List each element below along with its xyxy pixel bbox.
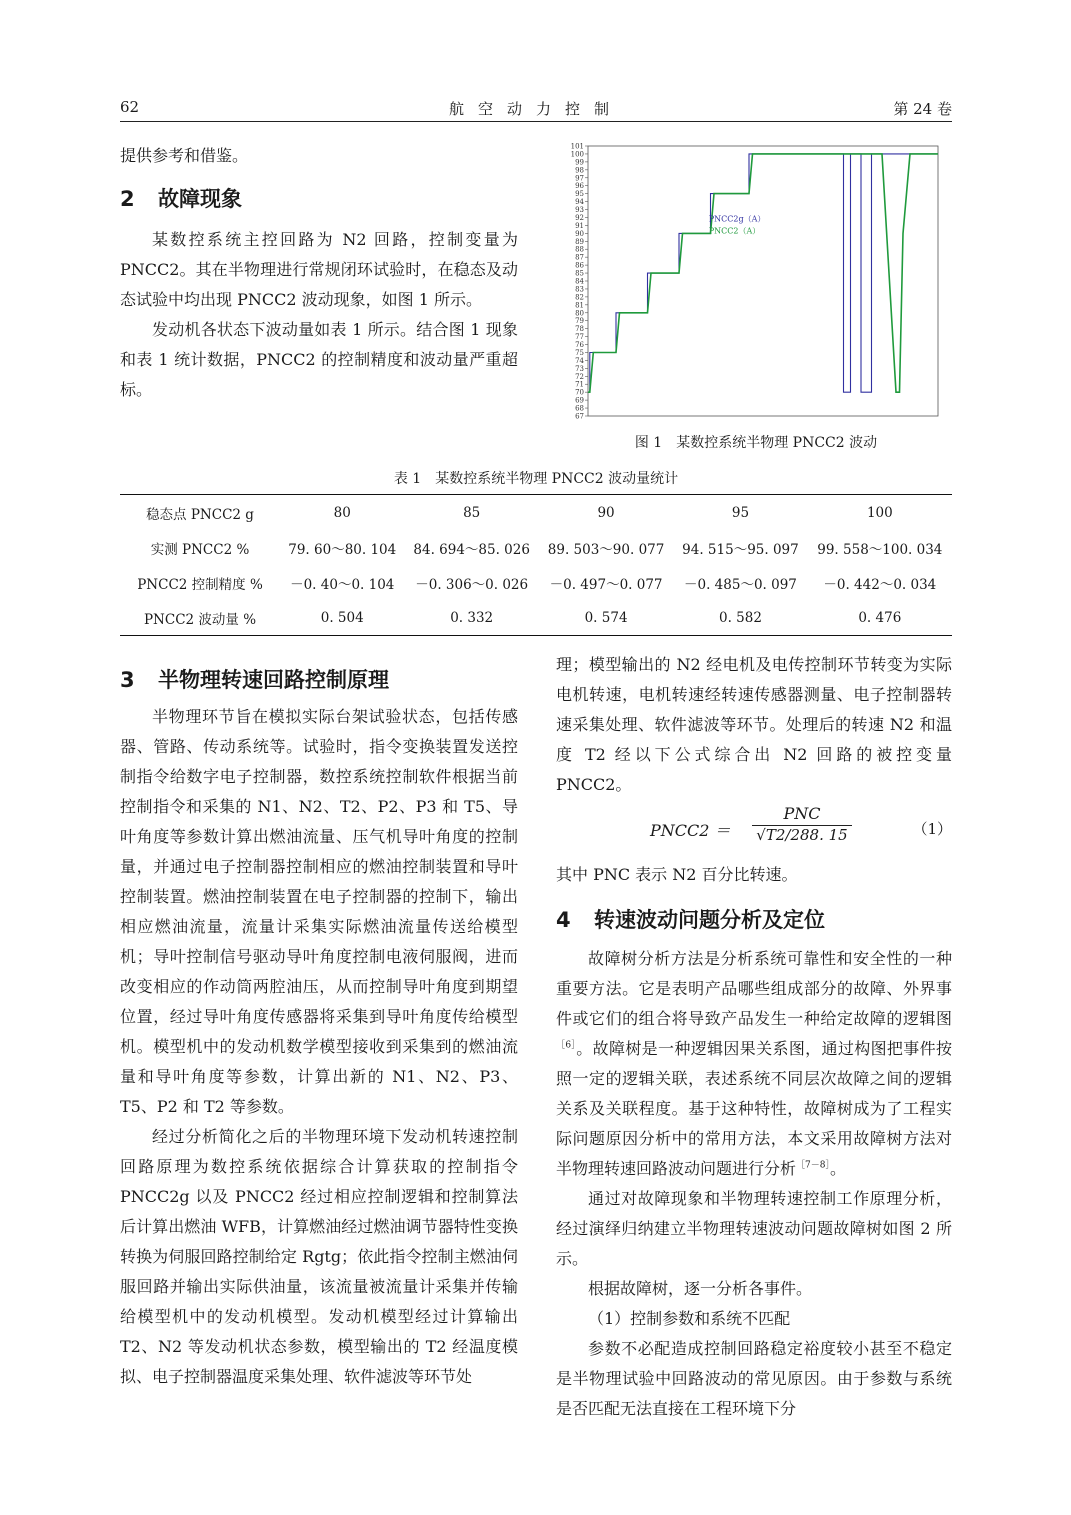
table-cell: 0. 574 [539, 600, 673, 636]
y-tick-label: 68 [575, 404, 584, 413]
table-cell: 89. 503～90. 077 [547, 541, 665, 558]
line-chart [566, 142, 946, 424]
journal-title: 航空动力控制 [448, 100, 623, 118]
section-title: 故障现象 [158, 187, 242, 211]
figure-1-chart [566, 142, 946, 424]
table-cell: 94. 515～95. 097 [682, 541, 799, 558]
y-tick-label: 82 [575, 293, 584, 302]
table-row [120, 495, 952, 531]
fraction [752, 804, 852, 844]
left-bottom-column [120, 664, 518, 1392]
left-top-column [120, 141, 518, 405]
y-tick-label: 86 [575, 261, 584, 270]
y-tick-label: 99 [575, 158, 584, 167]
row-header-cell: PNCC2 控制精度 % [137, 576, 263, 593]
section-number: 3 [120, 668, 135, 692]
section-title: 转速波动问题分析及定位 [594, 908, 825, 932]
right-column [556, 650, 952, 1424]
y-tick-label: 87 [575, 253, 584, 262]
table-cell: 0. 504 [280, 600, 404, 636]
y-tick-label: 84 [575, 277, 584, 286]
y-tick-label: 101 [570, 142, 584, 151]
table-cell: 85 [404, 495, 538, 531]
paragraph [556, 944, 952, 1184]
table-cell: 0. 476 [808, 600, 952, 636]
table-cell: 95 [673, 495, 807, 531]
intro-tail: 提供参考和借鉴。 [120, 146, 249, 165]
table-cell: 100 [808, 495, 952, 531]
y-tick-label: 85 [575, 269, 584, 278]
denominator: √T2/288. 15 [756, 826, 848, 844]
page-number: 62 [120, 98, 140, 116]
y-tick-label: 75 [575, 348, 584, 357]
y-tick-label: 77 [575, 333, 584, 342]
table-cell: 84. 694～85. 026 [413, 541, 530, 558]
citation: ［7－8］ [796, 1160, 830, 1171]
table-cell: 80 [280, 495, 404, 531]
data-table [120, 494, 952, 636]
table-cell: －0. 497～0. 077 [549, 576, 663, 593]
row-header-cell: 稳态点 PNCC2 g [120, 495, 280, 531]
legend-label: PNCC2（A） [708, 226, 761, 236]
equation-number: （1） [912, 820, 952, 838]
numerator: PNC [752, 804, 852, 826]
y-tick-label: 71 [575, 380, 584, 389]
page-header [120, 98, 952, 120]
table-row [120, 530, 952, 565]
table-cell: －0. 306～0. 026 [415, 576, 529, 593]
y-tick-label: 69 [575, 396, 584, 405]
y-tick-label: 97 [575, 174, 584, 183]
text-run: 。故障树是一种逻辑因果关系图，通过构图把事件按照一定的逻辑关联，表述系统不同层次故障之间的逻辑关系及关联程度。基于这种特性，故障树成为了工程实际问题原因分析中的常用方法，本文采用故障树方法对半物理转速回路波动问题进行分析 [556, 1039, 952, 1178]
paragraph: 其中 PNC 表示 N2 百分比转速。 [556, 865, 798, 884]
citation: ［6］ [556, 1040, 577, 1051]
paragraph: 经过分析简化之后的半物理环境下发动机转速控制回路原理为数控系统依据综合计算获取的控制指令 PNCC2g 以及 PNCC2 经过相应控制逻辑和控制算法后计算出燃油 WFB，计算燃油经过燃油调节器特性变换转换为伺服回路控制给定 Rgtg；依此指令控制主燃油伺服回路并输出实际供油量，该流量被流量计采集并传输给模型机中的发动机模型。发动机模型经过计算输出 T2、N2 等发动机状态参数，模型输出的 T2 经温度模拟、电子控制器温度采集处理、软件滤波等环节处 [120, 1127, 518, 1386]
y-tick-label: 100 [570, 150, 584, 159]
y-tick-label: 73 [575, 364, 584, 373]
paragraph: 某数控系统主控回路为 N2 回路，控制变量为 PNCC2。其在半物理进行常规闭环试验时，在稳态及动态试验中均出现 PNCC2 波动现象，如图 1 所示。 [120, 230, 518, 309]
volume-label: 第 24 卷 [893, 100, 952, 118]
paragraph: 根据故障树，逐一分析各事件。 [588, 1279, 813, 1298]
row-header-cell: 实测 PNCC2 % [150, 541, 250, 558]
section-number: 4 [556, 908, 571, 932]
y-tick-label: 79 [575, 317, 584, 326]
section-number: 2 [120, 187, 135, 211]
y-tick-label: 95 [575, 190, 584, 199]
y-tick-label: 74 [575, 356, 584, 365]
table-row [120, 600, 952, 636]
y-tick-label: 96 [575, 182, 584, 191]
y-tick-label: 67 [575, 412, 584, 421]
y-tick-label: 94 [575, 198, 584, 207]
y-tick-label: 80 [575, 309, 584, 318]
table-cell: －0. 442～0. 034 [823, 576, 937, 593]
table-cell: －0. 485～0. 097 [684, 576, 797, 593]
row-header-cell: PNCC2 波动量 % [120, 600, 280, 636]
figure-1-caption: 图 1 某数控系统半物理 PNCC2 波动 [634, 435, 878, 451]
table-cell: 0. 332 [404, 600, 538, 636]
paragraph: 理；模型输出的 N2 经电机及电传控制环节转变为实际电机转速，电机转速经转速传感器测量、电子控制器转速采集处理、软件滤波等环节。处理后的转速 N2 和温度 T2 经以下公式综合出 N2 回路的被控变量 PNCC2。 [556, 655, 952, 794]
y-tick-label: 98 [575, 166, 584, 175]
equation-lhs: PNCC2 ＝ [650, 821, 731, 840]
y-tick-label: 81 [575, 301, 584, 310]
table-cell: －0. 40～0. 104 [290, 576, 395, 593]
y-tick-label: 76 [575, 341, 584, 350]
paragraph: 通过对故障现象和半物理转速控制工作原理分析，经过演绎归纳建立半物理转速波动问题故障树如图 2 所示。 [556, 1189, 952, 1268]
y-tick-label: 88 [575, 245, 584, 254]
y-tick-label: 93 [575, 206, 584, 215]
y-tick-label: 72 [575, 372, 584, 381]
header-rule [120, 121, 952, 122]
table-cell: 0. 582 [673, 600, 807, 636]
table-1 [120, 494, 952, 636]
y-tick-label: 90 [575, 229, 584, 238]
equation-1 [556, 800, 952, 860]
paragraph: 半物理环节旨在模拟实际台架试验状态，包括传感器、管路、传动系统等。试验时，指令变换装置发送控制指令给数字电子控制器，数控系统控制软件根据当前控制指令和采集的 N1、N2、T2、P2、P3 和 T5、导叶角度等参数计算出燃油流量、压气机导叶角度的控制量，并通过电子控制器控制相应的燃油控制装置和导叶控制装置。燃油控制装置在电子控制器的控制下，输出相应燃油流量，流量计采集实际燃油流量传送给模型机；导叶控制信号驱动导叶角度控制电液伺服阀，进而改变相应的作动筒两腔油压，从而控制导叶角度到期望位置，经过导叶角度传感器将采集到导叶角度传给模型机。模型机中的发动机数学模型接收到采集到的燃油流量和导叶角度等参数，计算出新的 N1、N2、P3、T5、P2 和 T2 等参数。 [120, 707, 518, 1116]
plot-frame [588, 146, 938, 416]
y-tick-label: 83 [575, 285, 584, 294]
y-tick-label: 91 [575, 221, 584, 230]
table-cell: 90 [539, 495, 673, 531]
table-row [120, 565, 952, 600]
section-4-heading [556, 904, 952, 934]
y-tick-label: 78 [575, 325, 584, 334]
paragraph: 发动机各状态下波动量如表 1 所示。结合图 1 现象和表 1 统计数据，PNCC2 的控制精度和波动量严重超标。 [120, 320, 518, 399]
paragraph: （1）控制参数和系统不匹配 [588, 1309, 791, 1328]
legend-label: PNCC2g（A） [708, 214, 766, 224]
table-cell: 99. 558～100. 034 [817, 541, 943, 558]
section-title: 半物理转速回路控制原理 [158, 668, 389, 692]
paragraph: 参数不必配造成控制回路稳定裕度较小甚至不稳定是半物理试验中回路波动的常见原因。由于参数与系统是否匹配无法直接在工程环境下分 [556, 1339, 952, 1418]
text-run: 。 [829, 1159, 846, 1178]
y-tick-label: 92 [575, 213, 584, 222]
y-tick-label: 70 [575, 388, 584, 397]
section-2-heading [120, 183, 518, 213]
table-1-caption: 表 1 某数控系统半物理 PNCC2 波动量统计 [393, 471, 679, 487]
denominator-text: T2/288. 15 [765, 826, 848, 844]
section-3-heading [120, 664, 518, 694]
table-cell: 79. 60～80. 104 [288, 541, 397, 558]
y-tick-label: 89 [575, 237, 584, 246]
text-run: 故障树分析方法是分析系统可靠性和安全性的一种重要方法。它是表明产品哪些组成部分的故障、外界事件或它们的组合将导致产品发生一种给定故障的逻辑图 [556, 949, 952, 1028]
